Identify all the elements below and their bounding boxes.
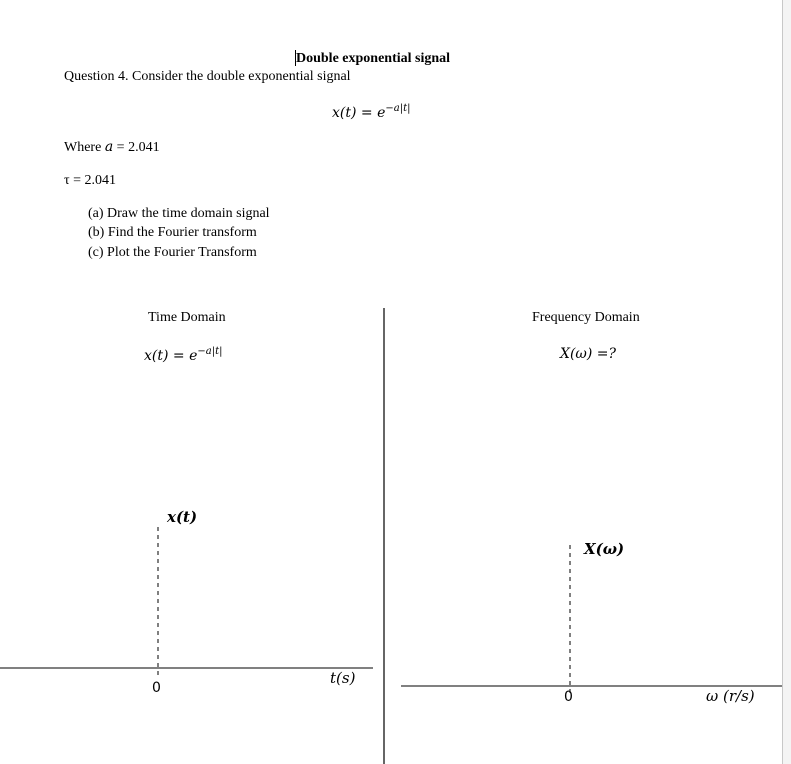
task-item-c: (c) Plot the Fourier Transform [88, 245, 257, 260]
document-title: Double exponential signal [296, 51, 451, 66]
time-equation-exponent: −a|t| [197, 346, 223, 357]
frequency-origin-tick: 0 [564, 689, 573, 705]
parameter-a-value: = 2.041 [113, 140, 160, 155]
parameter-a-symbol: a [104, 139, 114, 155]
frequency-domain-equation: X(ω) =? [560, 346, 616, 362]
task-item-a: (a) Draw the time domain signal [88, 206, 270, 221]
parameter-tau-line: τ = 2.041 [64, 173, 117, 188]
main-equation-exponent: −a|t| [385, 103, 411, 114]
time-y-axis-label: x(t) [167, 508, 198, 526]
time-equation-base: x(t) = e [144, 348, 198, 364]
main-equation-base: x(t) = e [332, 105, 386, 121]
question-text: Question 4. Consider the double exponential signal [64, 69, 351, 84]
where-label: Where [64, 140, 102, 155]
frequency-y-axis-label: X(ω) [584, 540, 625, 558]
time-origin-tick: 0 [152, 680, 161, 696]
frequency-x-axis-label: ω (r/s) [706, 687, 755, 705]
frequency-domain-heading: Frequency Domain [532, 310, 640, 325]
time-x-axis-label: t(s) [330, 669, 356, 687]
task-item-b: (b) Find the Fourier transform [88, 225, 257, 240]
time-domain-heading: Time Domain [148, 310, 226, 325]
